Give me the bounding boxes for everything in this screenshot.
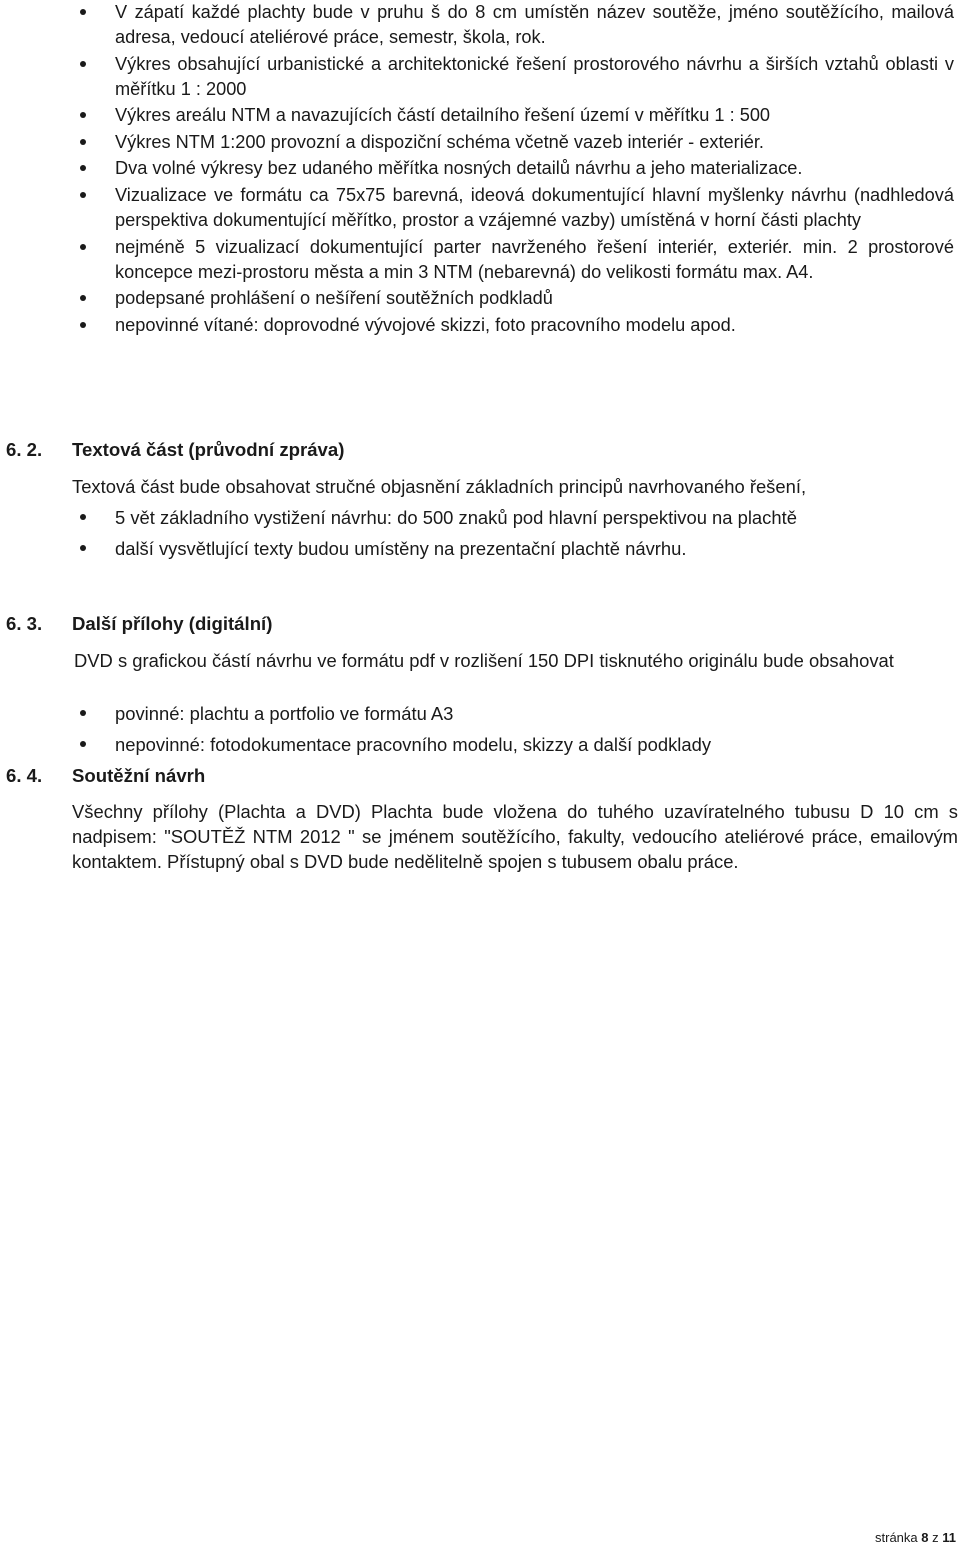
footer-page-number: 8	[921, 1530, 929, 1545]
footer-page-total: 11	[942, 1530, 956, 1545]
list-item: 5 vět základního vystižení návrhu: do 500 znaků pod hlavní perspektivou na plachtě	[0, 505, 960, 530]
section-6-2-list	[0, 505, 960, 567]
list-item: Vizualizace ve formátu ca 75x75 barevná, ideová dokumentující hlavní myšlenky návrhu (nadhledová perspektiva dokumentující měřítko, prostor a vzájemné vazby) umístěná v horní části plachty	[0, 183, 960, 233]
section-6-4-body: Všechny přílohy (Plachta a DVD) Plachta bude vložena do tuhého uzavíratelného tubusu D 10 cm s nadpisem: "SOUTĚŽ NTM 2012 " se jménem soutěžícího, fakulty, vedoucího ateliérové práce, emailovým kontaktem. Přístupný obal s DVD bude nedělitelně spojen s tubusem obalu práce.	[72, 801, 958, 872]
section-title: Další přílohy (digitální)	[72, 613, 273, 634]
footer-separator: z	[932, 1530, 939, 1545]
list-item: Dva volné výkresy bez udaného měřítka nosných detailů návrhu a jeho materializace.	[0, 156, 960, 181]
list-item: Výkres areálu NTM a navazujících částí detailního řešení území v měřítku 1 : 500	[0, 103, 960, 128]
list-item: podepsané prohlášení o nešíření soutěžních podkladů	[0, 286, 960, 311]
list-item: Výkres obsahující urbanistické a architektonické řešení prostorového návrhu a širších vztahů oblasti v měřítku 1 : 2000	[0, 52, 960, 102]
section-title: Textová část (průvodní zpráva)	[72, 439, 345, 460]
list-item: nepovinné vítané: doprovodné vývojové skizzi, foto pracovního modelu apod.	[0, 313, 960, 338]
list-item: povinné: plachtu a portfolio ve formátu A3	[0, 701, 960, 726]
list-item: Výkres NTM 1:200 provozní a dispoziční schéma včetně vazeb interiér - exteriér.	[0, 130, 960, 155]
section-number: 6. 3.	[6, 613, 43, 634]
page-footer	[875, 1530, 956, 1546]
list-item: V zápatí každé plachty bude v pruhu š do 8 cm umístěn název soutěže, jméno soutěžícího, mailová adresa, vedoucí ateliérové práce, semestr, škola, rok.	[0, 0, 960, 50]
section-number: 6. 4.	[6, 765, 43, 786]
section-number: 6. 2.	[6, 439, 43, 460]
requirements-list	[0, 0, 960, 339]
section-6-3-list	[0, 701, 960, 763]
footer-prefix: stránka	[875, 1530, 918, 1545]
list-item: další vysvětlující texty budou umístěny na prezentační plachtě návrhu.	[0, 536, 960, 561]
section-6-3-intro: DVD s grafickou částí návrhu ve formátu pdf v rozlišení 150 DPI tisknutého originálu bude obsahovat	[74, 650, 894, 671]
list-item: nejméně 5 vizualizací dokumentující parter navrženého řešení interiér, exteriér. min. 2 prostorové koncepce mezi-prostoru města a min 3 NTM (nebarevná) do velikosti formátu max. A4.	[0, 235, 960, 285]
list-item: nepovinné: fotodokumentace pracovního modelu, skizzy a další podklady	[0, 732, 960, 757]
section-title: Soutěžní návrh	[72, 765, 206, 786]
section-6-2-intro: Textová část bude obsahovat stručné objasnění základních principů navrhovaného řešení,	[72, 476, 807, 497]
